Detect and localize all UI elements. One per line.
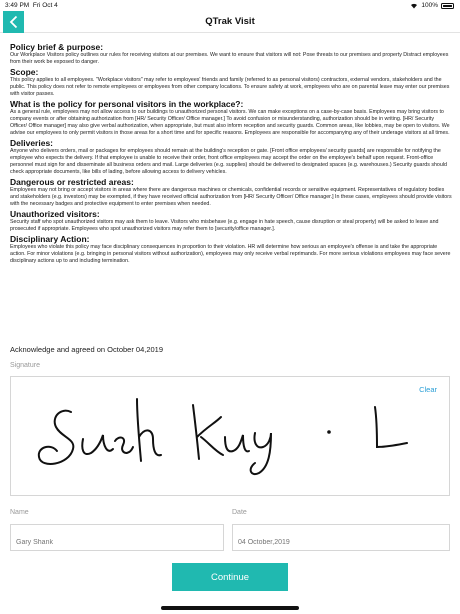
- signature-pad[interactable]: [10, 376, 450, 496]
- battery-percent: 100%: [421, 2, 438, 9]
- status-time: 3:49 PM Fri Oct 4: [5, 2, 58, 9]
- name-field[interactable]: [10, 524, 224, 551]
- wifi-icon: [410, 3, 418, 9]
- section-body: Employees who violate this policy may face disciplinary consequences in proportion to their violation. HR will determine how serious an employee's offense is and take the appropriate action. For minor violations (e.g. bringing in personal visitors without authorization), employees may only receive verbal reprimands. For more serious violations employees may face severe disciplinary actions up to and including termination.: [10, 244, 451, 264]
- continue-button[interactable]: Continue: [172, 563, 288, 591]
- section-heading: Scope:: [10, 67, 39, 77]
- section-body: Anyone who delivers orders, mail or packages for employees should remain at the building's reception or gate. [Front office employees/ security guards] are responsible for notifying the employee who expects the delivery. If that employee is unable to receive their order, front office employees may accept the order on the employee's behalf upon request. Front-office personnel must sign for and disseminate all business orders and mail. Large deliveries (e.g. supplies) should be delivered to designated spaces (e.g. warehouses.) Security guards should check appropriate documents, like bills of lading, before allowing access to delivery vehicles.: [10, 148, 447, 175]
- section-heading: What is the policy for personal visitors in the workplace?:: [10, 99, 244, 109]
- acknowledgement-text: Acknowledge and agreed on October 04,2019: [10, 345, 164, 354]
- section-heading: Unauthorized visitors:: [10, 209, 100, 219]
- section-body: This policy applies to all employees. "Workplace visitors" may refer to employees' friends and family (referred to as personal visitors) contractors, external vendors, stakeholders and the public. This policy does not refer to remote employees or employees from other company locations. To ensure safety at work, employees who are on parental leave may enter our premises with visitor passes.: [10, 77, 450, 97]
- section-heading: Policy brief & purpose:: [10, 42, 104, 52]
- section-body: Employees may not bring or accept visitors in areas where there are dangerous machines or chemicals, confidential records or sensitive equipment. Representatives of regulatory bodies and stakeholders (e.g. investors) may be exempted, if they have received official authorization from [HR/ Security Officer/ Office manager.] In these cases, employees should provide visitors with the necessary badges and protective equipment to enter premises when needed.: [10, 187, 452, 207]
- name-label: Name: [10, 509, 29, 516]
- section-body: Our Workplace Visitors policy outlines our rules for receiving visitors at our premises. We want to ensure that visitors will not: Pose threats to our premises and property Distract employees from their work be exposed to danger.: [10, 52, 449, 65]
- date-label: Date: [232, 509, 247, 516]
- signature-stroke: [11, 377, 451, 497]
- page-title: QTrak Visit: [205, 16, 255, 27]
- status-bar: [0, 0, 460, 11]
- date-field[interactable]: [232, 524, 450, 551]
- policy-text: [10, 42, 452, 266]
- section-body: Security staff who spot unauthorized visitors may ask them to leave. Visitors who misbehave (e.g. engage in hate speech, cause disruption or steal property) will be asked to leave and prosecuted if appropriate. Employees who spot unauthorized visitors may refer them to [security/office manager.].: [10, 219, 439, 232]
- section-heading: Deliveries:: [10, 138, 53, 148]
- clear-signature-button[interactable]: Clear: [419, 385, 437, 394]
- section-body: As a general rule, employees may not allow access to our buildings to unauthorized personal visitors. We can make exceptions on a case-by-case basis. Employees may bring visitors to company events or after obtaining authorization from [HR/ Security Officer/ Office manager.] To avoid confusion or misunderstanding, authorization should be in writing. [HR/ Security Officer/ Office manager] may also give verbal authorization, when appropriate, but must also inform reception and security guards. Common areas, like lobbies, may be open to visitors. We advise our employees to only permit visitors in those areas for a short time and for specific reasons. Employees are responsible for accompanying any of their underage visitors at all times.: [10, 109, 450, 136]
- navigation-bar: [0, 11, 460, 33]
- status-right: [410, 2, 454, 9]
- signature-label: Signature: [10, 362, 40, 369]
- home-indicator[interactable]: [161, 606, 299, 610]
- section-heading: Dangerous or restricted areas:: [10, 177, 134, 187]
- battery-icon: [441, 3, 454, 9]
- section-heading: Disciplinary Action:: [10, 234, 90, 244]
